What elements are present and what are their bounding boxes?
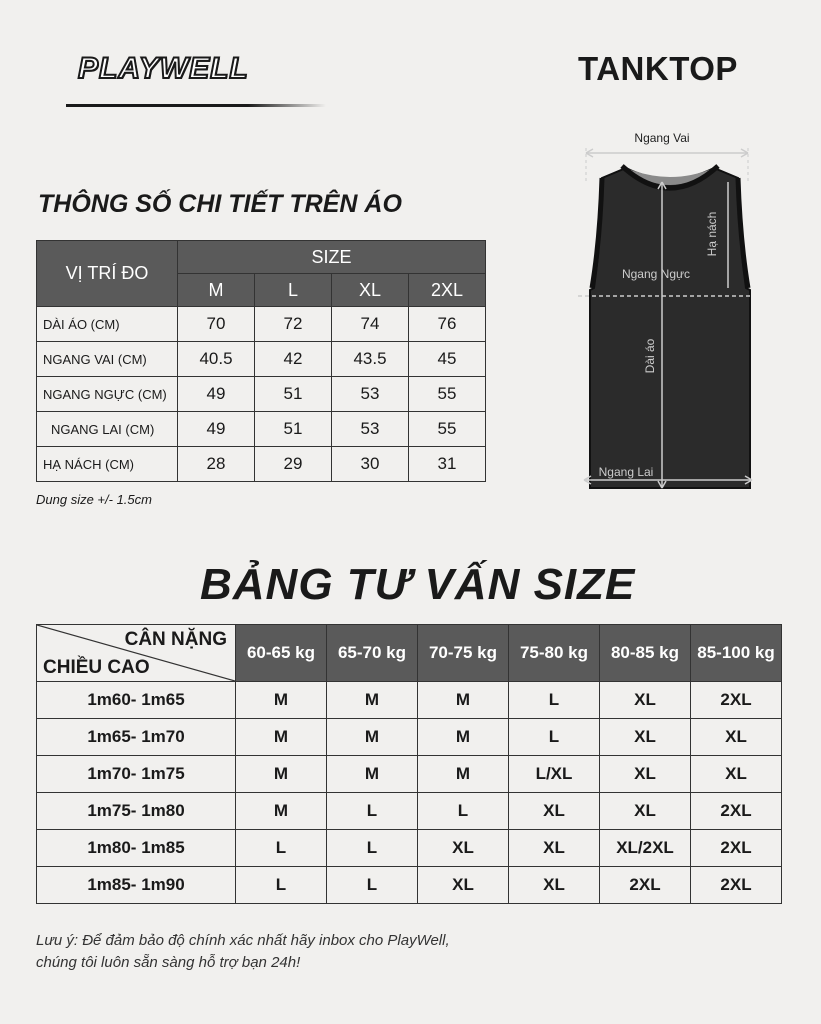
spec-header-row [37,241,486,274]
cell: 51 [255,412,332,447]
cell: L [327,867,418,904]
brand-logo: PLAYWELL [78,52,249,85]
cell: 28 [178,447,255,482]
table-row [37,793,782,830]
cell: 70 [178,307,255,342]
cell: 40.5 [178,342,255,377]
height-label: 1m60- 1m65 [37,682,236,719]
hem-label: Ngang Lai [598,465,654,479]
weight-col-header: 85-100 kg [691,625,782,682]
cell: 49 [178,412,255,447]
product-title: TANKTOP [578,50,738,87]
cell: 2XL [691,793,782,830]
table-row [37,447,486,482]
height-label: 1m85- 1m90 [37,867,236,904]
cell: 30 [332,447,409,482]
cell: XL [691,719,782,756]
position-header: VỊ TRÍ ĐO [37,241,178,307]
chest-label: Ngang Ngực [621,267,691,281]
row-label: HẠ NÁCH (CM) [37,447,178,482]
spec-table [36,240,486,482]
cell: XL [509,830,600,867]
table-row [37,756,782,793]
cell: 2XL [691,867,782,904]
cell: M [236,719,327,756]
table-row [37,377,486,412]
cell: M [418,682,509,719]
cell: L [327,793,418,830]
weight-col-header: 80-85 kg [600,625,691,682]
cell: XL [418,830,509,867]
table-row [37,830,782,867]
note-line-1: Lưu ý: Để đảm bảo độ chính xác nhất hãy inbox cho PlayWell, [36,932,450,949]
cell: XL [509,867,600,904]
note-line-2: chúng tôi luôn sẵn sàng hỗ trợ bạn 24h! [36,954,301,971]
brand-underline [66,104,326,107]
cell: M [236,682,327,719]
cell: 2XL [691,830,782,867]
cell: M [327,756,418,793]
size-col-header: 2XL [409,274,486,307]
weight-col-header: 70-75 kg [418,625,509,682]
tanktop-diagram [570,120,770,500]
size-advice-table [36,624,782,904]
cell: 53 [332,377,409,412]
table-row [37,342,486,377]
corner-header [37,625,236,682]
height-label: 1m65- 1m70 [37,719,236,756]
advice-section-title: BẢNG TƯ VẤN SIZE [200,560,636,609]
cell: XL [509,793,600,830]
cell: M [418,756,509,793]
shoulder-label: Ngang Vai [634,131,690,145]
cell: XL [600,719,691,756]
cell: M [418,719,509,756]
table-row [37,719,782,756]
height-label: 1m75- 1m80 [37,793,236,830]
cell: M [327,719,418,756]
table-row [37,412,486,447]
cell: XL [600,793,691,830]
cell: M [236,793,327,830]
table-row [37,682,782,719]
table-row [37,867,782,904]
cell: XL [691,756,782,793]
cell: 2XL [691,682,782,719]
cell: XL/2XL [600,830,691,867]
cell: 55 [409,377,486,412]
tolerance-note: Dung size +/- 1.5cm [36,492,152,507]
row-label: NGANG LAI (CM) [37,412,178,447]
cell: XL [600,682,691,719]
cell: L/XL [509,756,600,793]
size-col-header: M [178,274,255,307]
length-label: Dài áo [643,338,657,374]
cell: M [327,682,418,719]
cell: L [236,830,327,867]
size-col-header: XL [332,274,409,307]
weight-header: CÂN NẶNG [124,629,227,650]
height-label: 1m80- 1m85 [37,830,236,867]
armpit-label: Hạ nách [705,211,719,257]
size-col-header: L [255,274,332,307]
cell: 51 [255,377,332,412]
cell: 45 [409,342,486,377]
height-header: CHIỀU CAO [43,657,150,678]
cell: L [418,793,509,830]
cell: L [509,719,600,756]
cell: 29 [255,447,332,482]
row-label: DÀI ÁO (CM) [37,307,178,342]
footer-note [36,930,450,974]
cell: XL [600,756,691,793]
cell: 31 [409,447,486,482]
table-row [37,307,486,342]
cell: 72 [255,307,332,342]
cell: 49 [178,377,255,412]
cell: M [236,756,327,793]
cell: 53 [332,412,409,447]
cell: 74 [332,307,409,342]
weight-col-header: 65-70 kg [327,625,418,682]
advice-header-row [37,625,782,682]
size-header: SIZE [178,241,486,274]
spec-section-title: THÔNG SỐ CHI TIẾT TRÊN ÁO [38,190,402,218]
cell: L [327,830,418,867]
row-label: NGANG VAI (CM) [37,342,178,377]
cell: 42 [255,342,332,377]
cell: 2XL [600,867,691,904]
cell: 43.5 [332,342,409,377]
tanktop-shape [590,168,750,488]
cell: 55 [409,412,486,447]
cell: L [236,867,327,904]
cell: 76 [409,307,486,342]
row-label: NGANG NGỰC (CM) [37,377,178,412]
cell: L [509,682,600,719]
weight-col-header: 60-65 kg [236,625,327,682]
weight-col-header: 75-80 kg [509,625,600,682]
cell: XL [418,867,509,904]
height-label: 1m70- 1m75 [37,756,236,793]
